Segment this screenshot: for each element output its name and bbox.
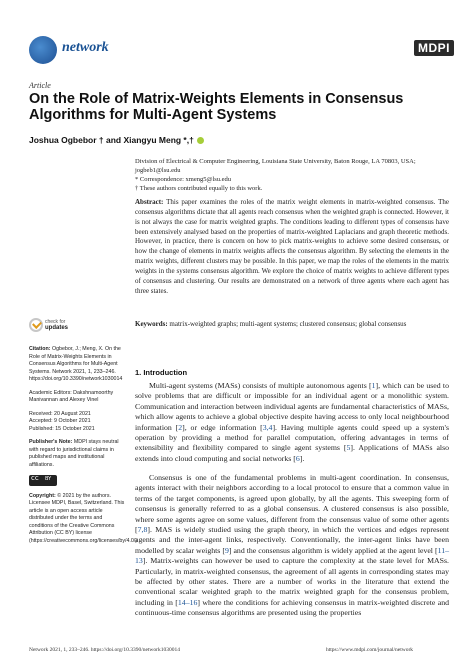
affiliation: Division of Electrical & Computer Engineering, Louisiana State University, Baton Rouge, LA 70803, USA; jogbeb1@lsu.edu — [135, 158, 416, 174]
citation-link[interactable]: 1 — [371, 381, 376, 390]
footer-citation[interactable]: Network 2021, 1, 233–246. https://doi.org/10.3390/network1030014 — [29, 647, 180, 653]
citation: Citation: Ogbebor, J.; Meng, X. On the Role of Matrix-Weights Elements in Consensus Algorithms for Multi-Agent Systems. Network 2021, 1, 233–246. https://doi.org/10.3390/network1030014 — [29, 346, 123, 382]
orcid-icon[interactable] — [197, 137, 204, 144]
journal-logo-icon — [29, 36, 57, 64]
abstract-label: Abstract: — [135, 198, 164, 206]
citation-link[interactable]: 11–13 — [135, 545, 449, 566]
keywords-label: Keywords: — [135, 320, 168, 328]
citation-link[interactable]: 6 — [295, 453, 300, 463]
citation-link[interactable]: 2 — [178, 422, 183, 432]
cc-by-license-icon[interactable] — [29, 475, 57, 486]
intro-paragraph-1: Multi-agent systems (MASs) consists of multiple autonomous agents [1], which can be used to solve problems that are difficult or impossible for an individual agent or a monolithic system. Communication and interaction between individual agents are fundamental characteristics of MASs, which allow agents to achieve a global objective despite having access to only local neighbourhood information [2], or edge information [3,4]. Having multiple agents could speed up a system's operation by providing a method for parallel computation, offering advantages in terms of extensibility and flexibility compared to single agent systems [5]. Applications of MASs also extends into cloud computing and social networks [6]. — [135, 381, 450, 463]
publisher-note: Publisher's Note: MDPI stays neutral with regard to jurisdictional claims in published maps and institutional affiliations. — [29, 439, 119, 468]
article-type: Article — [29, 81, 51, 90]
citation-link[interactable]: 14–16 — [177, 597, 198, 607]
check-for-updates-button[interactable] — [29, 318, 99, 336]
authors — [29, 135, 205, 145]
keywords — [135, 320, 449, 329]
article-title: On the Role of Matrix-Weights Elements in Consensus Algorithms for Multi-Agent Systems — [29, 91, 404, 123]
check-updates-icon — [29, 318, 43, 332]
footer-journal-url[interactable]: https://www.mdpi.com/journal/network — [326, 647, 414, 653]
published-date: Published: 15 October 2021 — [29, 425, 95, 432]
mdpi-logo[interactable]: MDPI — [414, 40, 454, 56]
abstract-text: This paper examines the roles of the matrix weight elements in matrix-weighted consensus. The consensus algorithms dictate that all agents reach consensus when the weighted graph is connected. However, it is not always the case for matrix weighted graphs. The conditions leading to different types of consensus have been extensively analysed based on the properties of matrix-weighted Laplacians and graph theoretic methods. However, in practice, there is concern on how to pick matrix-weights to achieve some desired consensus, or how the change of elements in matrix weights affects the consensus algorithm. By selecting the elements in the matrix weights, different clusters may be possible. In this paper, we map the roles of the elements in the matrix weights in the systems consensus algorithm. We explore the choice of matrix weights to achieve different types of consensus and clustering. Our results are demonstrated on a network of three agents where each agent has three states. — [135, 198, 449, 295]
authors-line: Joshua Ogbebor † and Xiangyu Meng *,† — [29, 135, 194, 145]
academic-editors: Academic Editors: Dakshnamoorthy Manivannan and Alexey Vinel — [29, 389, 114, 403]
correspondence: * Correspondence: xmeng5@lsu.edu — [135, 176, 232, 183]
affiliation-block — [135, 157, 455, 193]
equal-contribution-note: † These authors contributed equally to this work. — [135, 185, 263, 192]
sidebar — [29, 346, 139, 551]
copyright: Copyright: © 2021 by the authors. Licensee MDPI, Basel, Switzerland. This article is an open access article distributed under the terms and conditions of the Creative Commons Attribution (CC BY) license (https://creativecommons.org/licenses/by/4.0/). — [29, 492, 139, 544]
intro-paragraph-2: Consensus is one of the fundamental problems in multi-agent coordination. In consensus, agents interact with their neighbors according to a local protocol to ensure that a common value in terms of the target components, is agreed upon globally, by all the agents. This sweeping form of consensus is generally referred to as a global consensus. A clustered consensus is also possible, where some agents agree on some values, different from the consensus value of some other agents [7,8]. MAS is widely studied using the graph theory, in which the vertices and edges represent agents and the inter-agent links, respectively. Conventionally, the inter-agent links have been modelled by scalar weights [9] and the consensus algorithm is widely applied at the agent level [11–13]. Matrix-weights can however be used to capture the complexity at the state level for MASs. Particularly, in matrix-weighted consensus, the agreement of all agents in corresponding states may be affected by other states. There are a number of works in the literature that extend the conventional scalar weighted graph to the matrix weighted graph for the consensus problem, including in [14–16] where the conditions for achieving consensus in matrix-weighted discrete and continuous-time consensus algorithms are presented using the properties — [135, 473, 449, 618]
abstract — [135, 198, 449, 296]
citation-text[interactable]: Ogbebor, J.; Meng, X. On the Role of Matrix-Weights Elements in Consensus Algorithms for Multi-Agent Systems. Network 2021, 1, 233–246. https://doi.org/10.3390/network1030014 — [29, 346, 123, 382]
dates — [29, 411, 127, 434]
citation-link[interactable]: 7,8 — [137, 525, 148, 535]
citation-link[interactable]: 5 — [346, 443, 351, 453]
citation-link[interactable]: 3,4 — [262, 422, 273, 432]
journal-name[interactable]: network — [62, 40, 109, 55]
accepted-date: Accepted: 9 October 2021 — [29, 418, 91, 424]
check-updates-label: check for updates — [45, 319, 69, 331]
section-heading-introduction: 1. Introduction — [135, 368, 188, 377]
received-date: Received: 20 August 2021 — [29, 410, 91, 417]
keywords-text: matrix-weighted graphs; multi-agent systems; clustered consensus; global consensus — [169, 320, 407, 328]
citation-link[interactable]: 9 — [224, 545, 229, 555]
